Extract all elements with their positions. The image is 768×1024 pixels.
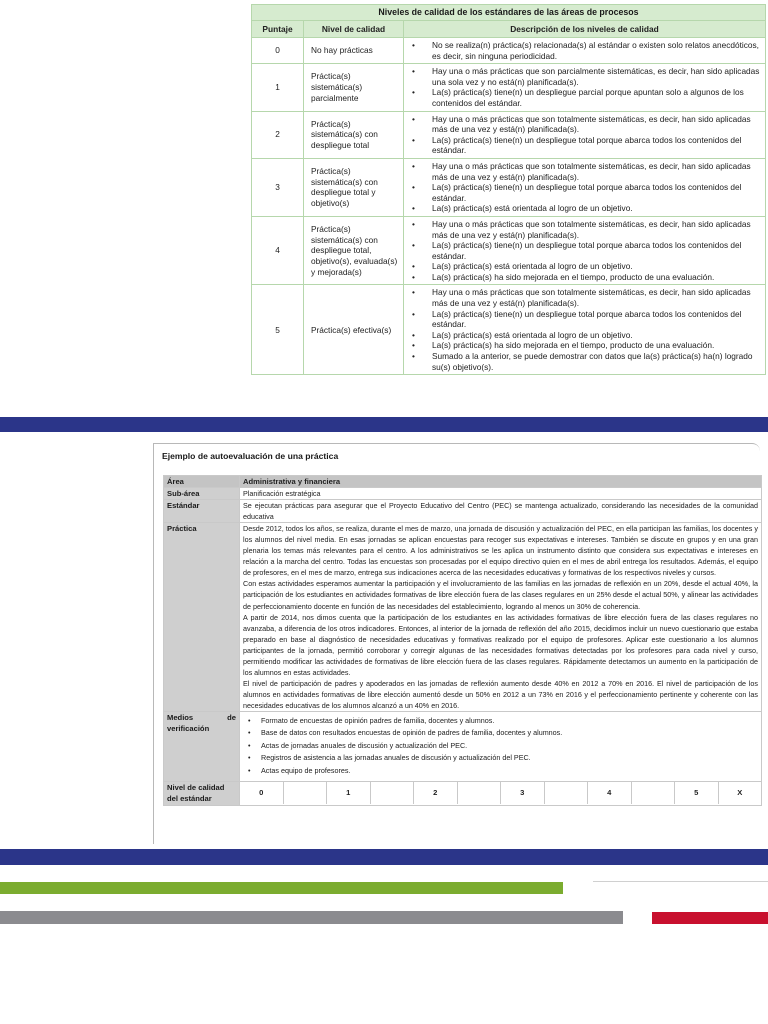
level-row (252, 111, 766, 158)
score-cell: 3 (252, 158, 304, 216)
description-cell (404, 111, 766, 158)
practice-paragraph: Desde 2012, todos los años, se realiza, durante el mes de marzo, una jornada de discusión y actualización del PEC, en ella participan las familias, los docentes y los alumnos del nivel media. En esas jornadas se aplican encuestas para recoger sus expectativas e intereses. También se discute en grupos y en una gran plenaria los temas más relevantes para el centro. A los administrativos se les aplica un instrumento distinto que considera sus expectativas e intereses en relación a la marcha del centro. Todas las encuestas son procesadas por el equipo directivo quien en el mes de abril entrega los resultados. Además, el equipo de profesores, en el mes de marzo, entrega sus indicaciones acerca de las necesidades educativas y formativas de los respectivos niveles y cursos. (243, 524, 758, 578)
scale-mark-cell: X (737, 788, 743, 798)
column-header-level: Nivel de calidad (304, 21, 404, 38)
quality-scale-cell (240, 782, 762, 806)
means-list-cell (240, 711, 762, 781)
divider-line (593, 881, 768, 882)
means-label (164, 711, 240, 781)
description-cell (404, 158, 766, 216)
level-cell: No hay prácticas (304, 38, 404, 64)
standard-label: Estándar (164, 500, 240, 523)
scale-cell: 5 (675, 782, 719, 804)
description-cell (404, 285, 766, 375)
description-list (404, 159, 765, 216)
practice-paragraph: El nivel de participación de padres y apoderados en las jornadas de reflexión aumento desde 40% en 2012 a 70% en 2016. El nivel de participación de los alumnos en actividades formativas de libre elección aumentó desde un 50% en 2012 a un 73% en 2016 y el perfeccionamiento pertinente y coherente con las necesidades educativas de los alumnos alcanzó a un 40% en 2016. (243, 678, 758, 710)
description-item: • La(s) práctica(s) tiene(n) un despliegue total porque abarca todos los contenidos del estándar. (404, 240, 761, 261)
description-list (404, 217, 765, 285)
level-row (252, 216, 766, 285)
red-footer-band (652, 912, 768, 924)
description-list (404, 285, 765, 374)
example-title: Ejemplo de autoevaluación de una práctica (162, 451, 339, 461)
score-cell: 4 (252, 216, 304, 285)
means-list (243, 712, 758, 781)
scale-cell: 0 (240, 782, 284, 804)
level-cell: Práctica(s) sistemática(s) con despliegue total (304, 111, 404, 158)
level-cell: Práctica(s) efectiva(s) (304, 285, 404, 375)
description-cell (404, 64, 766, 111)
description-item: • Hay una o más prácticas que son totalmente sistemáticas, es decir, han sido aplicadas más de una vez y está(n) planificada(s). (404, 114, 761, 135)
description-item: • Sumado a la anterior, se puede demostrar con datos que la(s) práctica(s) ha(n) logrado su(s) objetivo(s). (404, 351, 761, 372)
level-row (252, 64, 766, 111)
description-item: • La(s) práctica(s) tiene(n) un despliegue total porque abarca todos los contenidos del estándar. (404, 309, 761, 330)
self-evaluation-table (163, 475, 762, 806)
standard-value: Se ejecutan prácticas para asegurar que el Proyecto Educativo del Centro (PEC) se mantenga actualizado, considerando las necesidades de la comunidad educativa (240, 500, 762, 523)
gray-footer-band (0, 911, 623, 924)
scale-cell (284, 782, 328, 804)
means-label-word: Medios (167, 712, 194, 722)
description-item: • La(s) práctica(s) ha sido mejorada en el tiempo, producto de una evaluación. (404, 340, 761, 351)
means-item: • Actas equipo de profesores. (243, 765, 758, 777)
description-item: • La(s) práctica(s) tiene(n) un despliegue parcial porque apuntan solo a algunos de los contenidos del estándar. (404, 87, 761, 108)
level-row (252, 158, 766, 216)
scale-cell (371, 782, 415, 804)
description-cell (404, 38, 766, 64)
navy-divider-band (0, 849, 768, 865)
means-label-word: de (227, 712, 236, 722)
levels-table-title: Niveles de calidad de los estándares de las áreas de procesos (252, 5, 766, 21)
description-item: • La(s) práctica(s) ha sido mejorada en el tiempo, producto de una evaluación. (404, 272, 761, 283)
description-item: • La(s) práctica(s) tiene(n) un despliegue total porque abarca todos los contenidos del estándar. (404, 135, 761, 156)
description-cell (404, 216, 766, 285)
area-value: Administrativa y financiera (240, 476, 762, 488)
means-item: • Formato de encuestas de opinión padres de familia, docentes y alumnos. (243, 715, 758, 727)
practice-paragraph: Con estas actividades esperamos aumentar la participación y el involucramiento de las familias en las jornadas de reflexión en un 20%, desde el actual 40%, la participación de los estudiantes en actividades formativas de libre elección fuera de las clases regulares en un 25% desde el actual 50%, y alinear las actividades de perfeccionamiento docente en función de las necesidades del establecimiento, logrando al menos un 30% de coherencia. (243, 579, 758, 611)
subarea-label: Sub-área (164, 488, 240, 500)
description-item: • La(s) práctica(s) está orientada al logro de un objetivo. (404, 203, 761, 214)
level-row (252, 285, 766, 375)
description-item: • La(s) práctica(s) está orientada al logro de un objetivo. (404, 261, 761, 272)
description-item: • Hay una o más prácticas que son totalmente sistemáticas, es decir, han sido aplicadas más de una vez y está(n) planificada(s). (404, 219, 761, 240)
description-item: • Hay una o más prácticas que son totalmente sistemáticas, es decir, han sido aplicadas más de una vez y está(n) planificada(s). (404, 287, 761, 308)
scale-cell: 4 (588, 782, 632, 804)
level-cell: Práctica(s) sistemática(s) con despliegue total, objetivo(s), evaluada(s) y mejorada(s) (304, 216, 404, 285)
score-cell: 2 (252, 111, 304, 158)
column-header-description: Descripción de los niveles de calidad (404, 21, 766, 38)
means-label-word: verificación (167, 724, 210, 734)
practice-label: Práctica (164, 523, 240, 712)
quality-level-label-line: Nivel de calidad (167, 783, 225, 793)
description-list (404, 64, 765, 110)
means-item: • Actas de jornadas anuales de discusión y actualización del PEC. (243, 740, 758, 752)
description-item: • No se realiza(n) práctica(s) relacionada(s) al estándar o existen solo relatos anecdóticos, es decir, sin ninguna periodicidad. (404, 40, 761, 61)
scale-cell (458, 782, 502, 804)
description-item: • La(s) práctica(s) tiene(n) un despliegue total porque abarca todos los contenidos del estándar. (404, 182, 761, 203)
description-list (404, 38, 765, 63)
scale-cell (545, 782, 589, 804)
practice-paragraph: A partir de 2014, nos dimos cuenta que la participación de los estudiantes en las actividades formativas de libre elección fuera de las clases regulares no avanzaba, a diferencia de los otros indicadores. Entonces, al interior de la jornada de reflexión del año 2015, decidimos incluir un nuevo cuestionario que estaba preparado en base al diagnóstico de necesidades educativas y formativas realizado por el equipo de profesores. Aplicar este cuestionario a los alumnos participantes de la jornada, permitió corroborar y corregir algunas de las necesidades formativas detectadas por los profesores para cada nivel y curso, permitiendo modificar las actividades de formativas de libre elección fuera de las clases regulares. Rápidamente detectamos un aumento en la participación de los alumnos en estas actividades. (243, 612, 758, 677)
quality-levels-table (251, 4, 766, 375)
column-header-score: Puntaje (252, 21, 304, 38)
navy-divider-band (0, 417, 768, 432)
description-item: • Hay una o más prácticas que son parcialmente sistemáticas, es decir, han sido aplicadas una sola vez y no está(n) planificada(s). (404, 66, 761, 87)
subarea-value: Planificación estratégica (240, 488, 762, 500)
means-item: • Base de datos con resultados encuestas de opinión de padres de familia, docentes y alumnos. (243, 727, 758, 739)
description-item: • Hay una o más prácticas que son totalmente sistemáticas, es decir, han sido aplicadas más de una vez y está(n) planificada(s). (404, 161, 761, 182)
scale-cell (632, 782, 676, 804)
quality-scale (240, 782, 761, 804)
quality-level-label-line: del estándar (167, 794, 212, 804)
score-cell: 1 (252, 64, 304, 111)
score-cell: 0 (252, 38, 304, 64)
practice-text (240, 523, 762, 712)
scale-cell: 2 (414, 782, 458, 804)
scale-cell: 1 (327, 782, 371, 804)
score-cell: 5 (252, 285, 304, 375)
area-label: Área (164, 476, 240, 488)
level-cell: Práctica(s) sistemática(s) parcialmente (304, 64, 404, 111)
green-footer-band (0, 882, 563, 894)
scale-cell: 3 (501, 782, 545, 804)
description-item: • La(s) práctica(s) está orientada al logro de un objetivo. (404, 330, 761, 341)
level-row (252, 38, 766, 64)
means-item: • Registros de asistencia a las jornadas anuales de discusión y actualización del PEC. (243, 752, 758, 764)
description-list (404, 112, 765, 158)
quality-level-label (164, 782, 240, 806)
level-cell: Práctica(s) sistemática(s) con despliegue total y objetivo(s) (304, 158, 404, 216)
